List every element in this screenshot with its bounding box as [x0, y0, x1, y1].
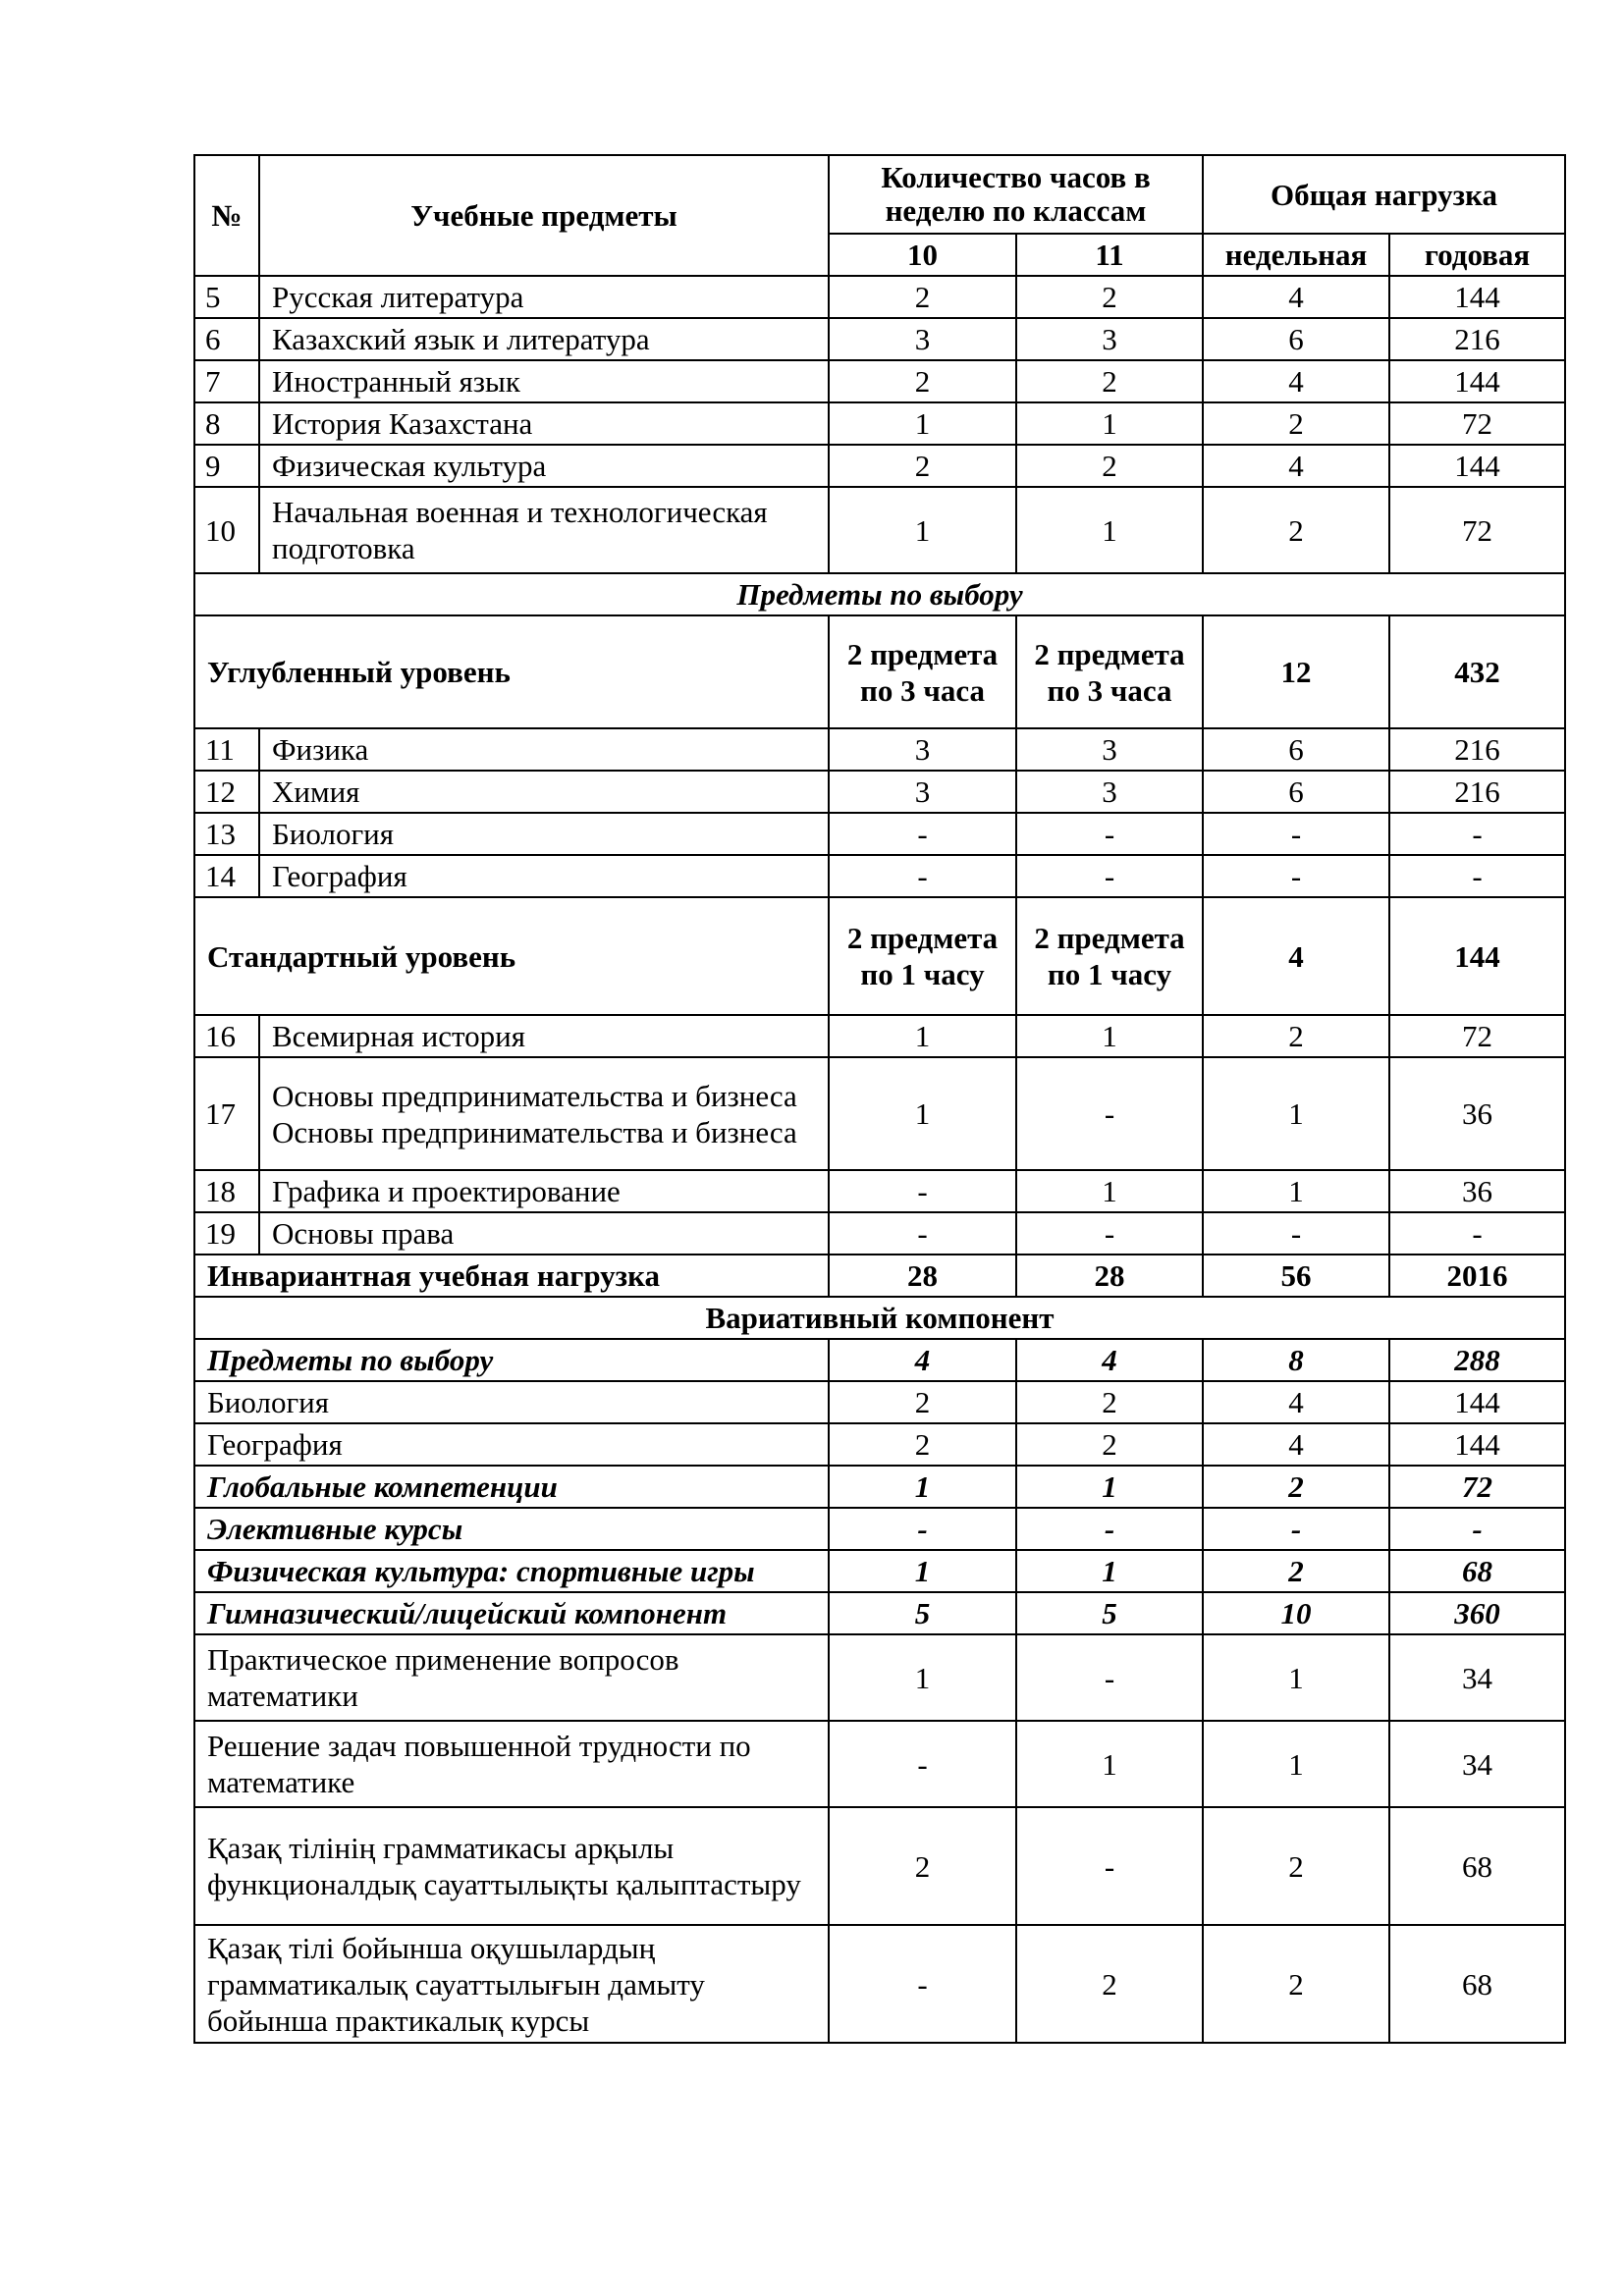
header-grade10: 10	[829, 234, 1016, 276]
row-weekly: 1	[1203, 1721, 1389, 1807]
header-hours: Количество часов в неделю по классам	[829, 155, 1203, 234]
row-num: 7	[194, 360, 259, 402]
group-weekly: 12	[1203, 615, 1389, 728]
header-row	[194, 155, 1565, 234]
row-weekly: 2	[1203, 1466, 1389, 1508]
row-subject: Физическая культура: спортивные игры	[194, 1550, 829, 1592]
row-g11: 2	[1016, 276, 1203, 318]
row-g11: -	[1016, 1212, 1203, 1255]
section-title-variative: Вариативный компонент	[194, 1297, 1565, 1339]
row-weekly: -	[1203, 813, 1389, 855]
row-g10: 1	[829, 487, 1016, 573]
table-row	[194, 402, 1565, 445]
group-yearly: 144	[1389, 897, 1565, 1015]
row-weekly: 4	[1203, 1423, 1389, 1466]
row-g10: 1	[829, 1550, 1016, 1592]
row-g10: -	[829, 1925, 1016, 2043]
row-weekly: 4	[1203, 276, 1389, 318]
row-g11: 2	[1016, 1423, 1203, 1466]
row-g11: 1	[1016, 1015, 1203, 1057]
row-subject: Элективные курсы	[194, 1508, 829, 1550]
row-g11: -	[1016, 1057, 1203, 1170]
row-g11: 1	[1016, 1466, 1203, 1508]
row-g10: -	[829, 1508, 1016, 1550]
group-g11: 2 предмета по 1 часу	[1016, 897, 1203, 1015]
row-subject: Қазақ тілі бойынша оқушылардың грамматикалық сауаттылығын дамыту бойынша практикалық курсы	[194, 1925, 829, 2043]
group-row-standard	[194, 897, 1565, 1015]
row-g10: 2	[829, 445, 1016, 487]
table-row	[194, 728, 1565, 771]
row-yearly: 68	[1389, 1550, 1565, 1592]
row-g11: 1	[1016, 402, 1203, 445]
row-yearly: 144	[1389, 276, 1565, 318]
row-g10: -	[829, 855, 1016, 897]
row-weekly: 4	[1203, 360, 1389, 402]
row-yearly: -	[1389, 813, 1565, 855]
row-yearly: 34	[1389, 1721, 1565, 1807]
row-weekly: 4	[1203, 1381, 1389, 1423]
section-row	[194, 573, 1565, 615]
row-yearly: -	[1389, 1508, 1565, 1550]
row-g10: 4	[829, 1339, 1016, 1381]
row-num: 5	[194, 276, 259, 318]
row-subject: Русская литература	[259, 276, 829, 318]
group-label: Стандартный уровень	[194, 897, 829, 1015]
row-g11: -	[1016, 1807, 1203, 1925]
row-g11: 2	[1016, 360, 1203, 402]
row-g11: 2	[1016, 1925, 1203, 2043]
row-weekly: 10	[1203, 1592, 1389, 1634]
row-yearly: 72	[1389, 1466, 1565, 1508]
row-g10: 1	[829, 402, 1016, 445]
row-subject: География	[194, 1423, 829, 1466]
row-g11: 1	[1016, 487, 1203, 573]
row-g11: -	[1016, 1634, 1203, 1721]
group-row-advanced	[194, 615, 1565, 728]
variative-row	[194, 1423, 1565, 1466]
table-row	[194, 1057, 1565, 1170]
row-yearly: 72	[1389, 1015, 1565, 1057]
section-row	[194, 1297, 1565, 1339]
group-yearly: 432	[1389, 615, 1565, 728]
table-row	[194, 445, 1565, 487]
row-yearly: -	[1389, 855, 1565, 897]
row-subject: Гимназический/лицейский компонент	[194, 1592, 829, 1634]
row-subject: Основы права	[259, 1212, 829, 1255]
row-yearly: 144	[1389, 360, 1565, 402]
row-weekly: 1	[1203, 1170, 1389, 1212]
row-yearly: 72	[1389, 402, 1565, 445]
row-g11: -	[1016, 855, 1203, 897]
table-row	[194, 1170, 1565, 1212]
row-g10: -	[829, 813, 1016, 855]
row-subject: Начальная военная и технологическая подготовка	[259, 487, 829, 573]
header-grade11: 11	[1016, 234, 1203, 276]
row-subject: Қазақ тілінің грамматикасы арқылы функционалдық сауаттылықты қалыптастыру	[194, 1807, 829, 1925]
row-g10: 1	[829, 1015, 1016, 1057]
row-yearly: 144	[1389, 1423, 1565, 1466]
table-row	[194, 360, 1565, 402]
variative-row	[194, 1466, 1565, 1508]
row-g10: -	[829, 1721, 1016, 1807]
group-label: Углубленный уровень	[194, 615, 829, 728]
curriculum-table	[193, 154, 1566, 2044]
row-weekly: 2	[1203, 1925, 1389, 2043]
row-num: 6	[194, 318, 259, 360]
row-num: 17	[194, 1057, 259, 1170]
row-g11: 3	[1016, 771, 1203, 813]
table-row	[194, 318, 1565, 360]
row-num: 18	[194, 1170, 259, 1212]
row-g10: 2	[829, 1423, 1016, 1466]
row-g11: -	[1016, 1508, 1203, 1550]
row-num: 19	[194, 1212, 259, 1255]
variative-row	[194, 1339, 1565, 1381]
row-subject: Химия	[259, 771, 829, 813]
row-weekly: 2	[1203, 1550, 1389, 1592]
row-g11: 5	[1016, 1592, 1203, 1634]
total-label: Инвариантная учебная нагрузка	[194, 1255, 829, 1297]
total-row-invariant	[194, 1255, 1565, 1297]
row-g10: 2	[829, 1381, 1016, 1423]
row-subject: География	[259, 855, 829, 897]
variative-row	[194, 1381, 1565, 1423]
variative-row	[194, 1721, 1565, 1807]
row-g10: -	[829, 1170, 1016, 1212]
row-yearly: 216	[1389, 771, 1565, 813]
row-yearly: 144	[1389, 445, 1565, 487]
row-yearly: 68	[1389, 1925, 1565, 2043]
row-subject: Биология	[194, 1381, 829, 1423]
row-num: 8	[194, 402, 259, 445]
row-g10: 2	[829, 1807, 1016, 1925]
row-subject: Физика	[259, 728, 829, 771]
table-row	[194, 813, 1565, 855]
row-yearly: 288	[1389, 1339, 1565, 1381]
row-weekly: 6	[1203, 771, 1389, 813]
row-g10: 5	[829, 1592, 1016, 1634]
table-row	[194, 276, 1565, 318]
row-weekly: 2	[1203, 487, 1389, 573]
row-weekly: 2	[1203, 1807, 1389, 1925]
row-weekly: -	[1203, 1212, 1389, 1255]
row-yearly: 34	[1389, 1634, 1565, 1721]
row-subject: Предметы по выбору	[194, 1339, 829, 1381]
row-g11: 3	[1016, 728, 1203, 771]
row-yearly: 68	[1389, 1807, 1565, 1925]
table-row	[194, 1212, 1565, 1255]
row-subject: Решение задач повышенной трудности по математике	[194, 1721, 829, 1807]
row-subject: Физическая культура	[259, 445, 829, 487]
row-subject: Иностранный язык	[259, 360, 829, 402]
total-g11: 28	[1016, 1255, 1203, 1297]
row-g11: 1	[1016, 1550, 1203, 1592]
row-g10: 2	[829, 360, 1016, 402]
group-weekly: 4	[1203, 897, 1389, 1015]
row-subject: Основы предпринимательства и бизнеса Основы предпринимательства и бизнеса	[259, 1057, 829, 1170]
row-weekly: 8	[1203, 1339, 1389, 1381]
row-weekly: 1	[1203, 1057, 1389, 1170]
table-row	[194, 855, 1565, 897]
row-yearly: 72	[1389, 487, 1565, 573]
row-weekly: 6	[1203, 318, 1389, 360]
row-weekly: 6	[1203, 728, 1389, 771]
row-subject: Практическое применение вопросов математики	[194, 1634, 829, 1721]
row-g11: 4	[1016, 1339, 1203, 1381]
row-num: 11	[194, 728, 259, 771]
table-row	[194, 771, 1565, 813]
row-yearly: 360	[1389, 1592, 1565, 1634]
row-subject: Глобальные компетенции	[194, 1466, 829, 1508]
row-g10: 1	[829, 1634, 1016, 1721]
row-weekly: -	[1203, 855, 1389, 897]
variative-row	[194, 1508, 1565, 1550]
group-g10: 2 предмета по 3 часа	[829, 615, 1016, 728]
row-subject: Всемирная история	[259, 1015, 829, 1057]
row-num: 13	[194, 813, 259, 855]
row-g10: 1	[829, 1466, 1016, 1508]
row-g11: 3	[1016, 318, 1203, 360]
row-g10: 3	[829, 318, 1016, 360]
group-g11: 2 предмета по 3 часа	[1016, 615, 1203, 728]
row-num: 10	[194, 487, 259, 573]
header-load: Общая нагрузка	[1203, 155, 1565, 234]
row-g11: 2	[1016, 445, 1203, 487]
row-subject: Биология	[259, 813, 829, 855]
row-g11: -	[1016, 813, 1203, 855]
row-g10: 2	[829, 276, 1016, 318]
row-num: 9	[194, 445, 259, 487]
row-subject: Графика и проектирование	[259, 1170, 829, 1212]
table-row	[194, 487, 1565, 573]
row-g11: 1	[1016, 1721, 1203, 1807]
row-weekly: 4	[1203, 445, 1389, 487]
row-yearly: 216	[1389, 728, 1565, 771]
row-g10: 3	[829, 728, 1016, 771]
variative-row	[194, 1925, 1565, 2043]
variative-row	[194, 1807, 1565, 1925]
row-yearly: 36	[1389, 1057, 1565, 1170]
row-weekly: 2	[1203, 1015, 1389, 1057]
row-g11: 2	[1016, 1381, 1203, 1423]
row-num: 12	[194, 771, 259, 813]
row-g10: 1	[829, 1057, 1016, 1170]
row-subject: Казахский язык и литература	[259, 318, 829, 360]
row-yearly: -	[1389, 1212, 1565, 1255]
total-yearly: 2016	[1389, 1255, 1565, 1297]
row-g11: 1	[1016, 1170, 1203, 1212]
row-g10: -	[829, 1212, 1016, 1255]
row-num: 16	[194, 1015, 259, 1057]
row-yearly: 216	[1389, 318, 1565, 360]
header-num: №	[194, 155, 259, 276]
section-title-elective: Предметы по выбору	[194, 573, 1565, 615]
total-g10: 28	[829, 1255, 1016, 1297]
header-yearly: годовая	[1389, 234, 1565, 276]
header-subjects: Учебные предметы	[259, 155, 829, 276]
row-weekly: 2	[1203, 402, 1389, 445]
row-g10: 3	[829, 771, 1016, 813]
header-weekly: недельная	[1203, 234, 1389, 276]
total-weekly: 56	[1203, 1255, 1389, 1297]
row-weekly: -	[1203, 1508, 1389, 1550]
variative-row	[194, 1550, 1565, 1592]
row-num: 14	[194, 855, 259, 897]
table-row	[194, 1015, 1565, 1057]
row-yearly: 144	[1389, 1381, 1565, 1423]
group-g10: 2 предмета по 1 часу	[829, 897, 1016, 1015]
row-yearly: 36	[1389, 1170, 1565, 1212]
variative-row	[194, 1592, 1565, 1634]
variative-row	[194, 1634, 1565, 1721]
row-weekly: 1	[1203, 1634, 1389, 1721]
row-subject: История Казахстана	[259, 402, 829, 445]
